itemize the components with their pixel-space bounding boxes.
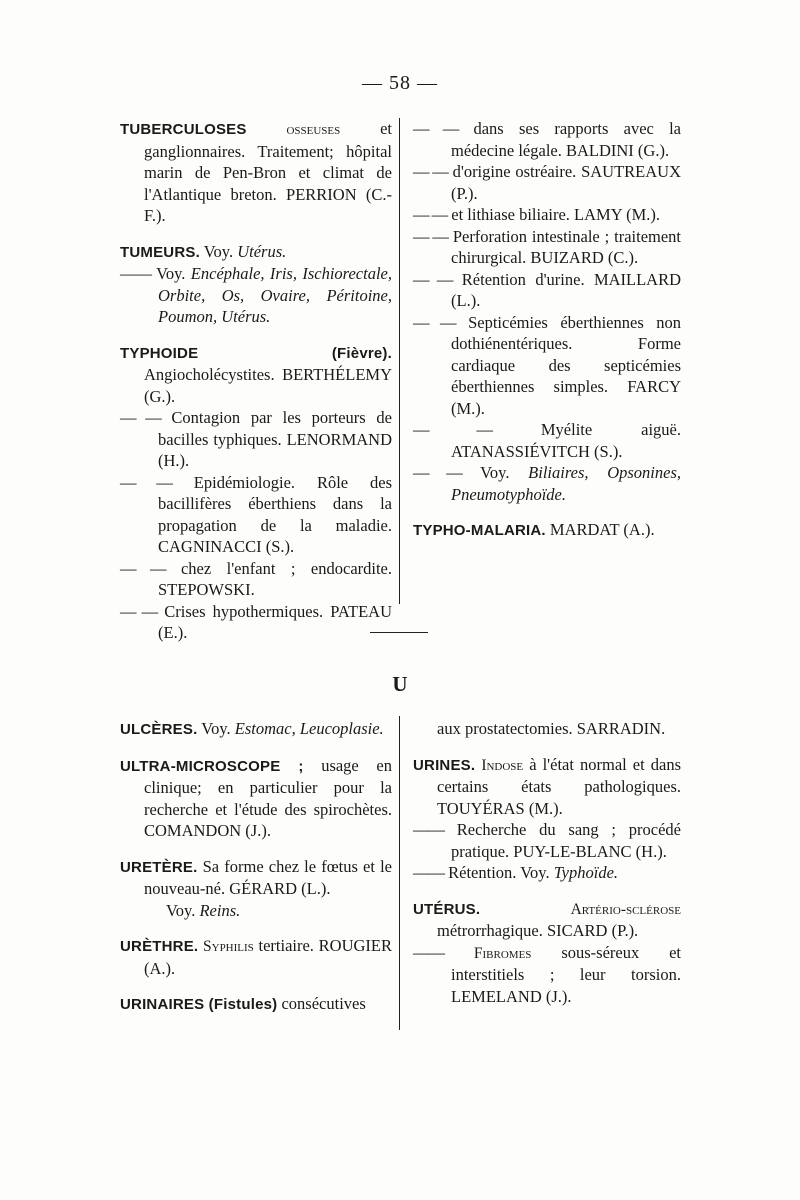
subentry bbox=[413, 819, 681, 862]
entry-text: aux prostatectomies. SARRADIN. bbox=[437, 719, 666, 738]
subentry bbox=[413, 226, 681, 269]
subentry-text: Perforation intestinale ; traitement chirurgical. BUIZARD (C.). bbox=[451, 226, 682, 267]
column-rule-top bbox=[399, 118, 400, 604]
voy-label: Voy. bbox=[201, 719, 231, 738]
subentry bbox=[120, 558, 392, 601]
subentry bbox=[413, 269, 681, 312]
see-reference: Utérus. bbox=[237, 241, 287, 261]
voy-label: Voy. bbox=[166, 900, 196, 920]
section-letter: U bbox=[392, 672, 408, 696]
headword: ULCÈRES. bbox=[120, 721, 198, 738]
section-divider bbox=[370, 632, 428, 633]
subentry-text: Septicémies éberthiennes non dothiénentériques. Forme cardiaque des septicémies éberthiennes simples. FARCY (M.). bbox=[451, 312, 682, 418]
dash-mark: — — bbox=[413, 119, 459, 138]
headword: TYPHOIDE (Fièvre). bbox=[120, 344, 392, 362]
subentry-text: et lithiase biliaire. LAMY (M.). bbox=[451, 205, 661, 224]
subentry-text: chez l'enfant ; endocardite. STEPOWSKI. bbox=[158, 558, 393, 599]
bottom-left-column bbox=[120, 718, 392, 1016]
subentry-text: sous-séreux et interstitiels ; leur torsion. LEMELAND (J.). bbox=[451, 942, 682, 1006]
entry-tumeurs-sub bbox=[120, 263, 392, 328]
qualifier: osseuses bbox=[286, 121, 341, 138]
qualifier: Fibromes bbox=[473, 944, 532, 962]
subentry-text: Rétention d'urine. MAILLARD (L.). bbox=[451, 269, 682, 310]
entry-uretere bbox=[120, 856, 392, 900]
entry-urines bbox=[413, 754, 681, 820]
dash-mark: —— bbox=[413, 942, 444, 962]
voy-label: Voy. bbox=[156, 264, 186, 283]
dash-mark: — — bbox=[413, 312, 456, 332]
headword: UTÉRUS. bbox=[413, 900, 481, 918]
subentry bbox=[120, 601, 392, 644]
dash-mark: —— bbox=[120, 264, 151, 283]
subentry bbox=[120, 407, 392, 472]
entry-text: usage en clinique; en particulier pour la recherche et l'étude des spirochètes. COMANDON (J.). bbox=[144, 755, 392, 840]
subentry-text: Myélite aiguë. ATANASSIÉVITCH (S.). bbox=[451, 420, 681, 461]
entry-urethre bbox=[120, 935, 392, 979]
subentry bbox=[413, 161, 681, 204]
dash-mark: — — bbox=[120, 472, 172, 492]
page-number: — 58 — bbox=[362, 72, 438, 94]
entry-text: à l'état normal et dans certains états pathologiques. TOUYÉRAS (M.). bbox=[437, 754, 682, 818]
dash-mark: —— bbox=[413, 820, 444, 839]
headword: TYPHO-MALARIA. bbox=[413, 522, 546, 539]
entry-ulceres bbox=[120, 718, 392, 741]
see-reference: Reins. bbox=[199, 900, 241, 920]
bottom-right-column bbox=[413, 718, 681, 1007]
dash-mark: —— bbox=[413, 863, 444, 882]
headword: URÈTHRE. bbox=[120, 938, 199, 955]
qualifier: Indose bbox=[481, 756, 524, 774]
headword: ULTRA-MICROSCOPE ; bbox=[120, 757, 304, 775]
subentry-voy bbox=[413, 862, 681, 884]
subentry-text: Epidémiologie. Rôle des bacillifères éberthiens dans la propagation de la maladie. CAGNINACCI (S.). bbox=[158, 472, 392, 556]
headword: URINES. bbox=[413, 756, 476, 774]
voy-label: Voy. bbox=[203, 241, 234, 261]
entry-text: Sa forme chez le fœtus et le nouveau-né. GÉRARD (L.). bbox=[144, 856, 392, 898]
entry-text: tertiaire. ROUGIER (A.). bbox=[144, 936, 392, 978]
entry-text: Angiocholécystites. BERTHÉLEMY (G.). bbox=[144, 365, 392, 406]
entry-uterus bbox=[413, 898, 681, 942]
subentry-text: dans ses rapports avec la médecine légale. BALDINI (G.). bbox=[451, 119, 682, 160]
dash-mark: — — bbox=[413, 162, 448, 181]
entry-ultra-microscope bbox=[120, 755, 392, 842]
dash-mark: — — bbox=[120, 601, 158, 621]
headword: URETÈRE. bbox=[120, 858, 198, 876]
headword: URINAIRES (Fistules) bbox=[120, 996, 278, 1013]
subentry-voy bbox=[413, 462, 681, 505]
entry-urinaires bbox=[120, 993, 392, 1016]
subentry bbox=[413, 312, 681, 420]
subentry-text: Recherche du sang ; procédé pratique. PUY-LE-BLANC (H.). bbox=[451, 820, 681, 861]
subentry bbox=[413, 942, 681, 1008]
column-rule-bottom bbox=[399, 716, 400, 1030]
dash-mark: — — bbox=[413, 205, 448, 224]
entry-tumeurs bbox=[120, 241, 392, 264]
dash-mark: — — bbox=[120, 558, 166, 578]
subentry bbox=[413, 204, 681, 226]
entry-uretere-voy bbox=[120, 900, 392, 922]
qualifier: Syphilis bbox=[203, 938, 254, 955]
qualifier: Artério-sclérose bbox=[570, 900, 681, 918]
headword: TUMEURS. bbox=[120, 243, 200, 261]
dash-mark: — — bbox=[413, 463, 462, 482]
entry-tuberculoses bbox=[120, 118, 392, 227]
top-right-column bbox=[413, 118, 681, 556]
subentry-text: Contagion par les porteurs de bacilles typhiques. LENORMAND (H.). bbox=[158, 408, 392, 470]
voy-label: Voy. bbox=[480, 463, 510, 482]
see-reference: Estomac, Leucoplasie. bbox=[234, 719, 384, 738]
dash-mark: — — bbox=[413, 269, 453, 289]
dash-mark: — — bbox=[120, 408, 161, 427]
entry-text: MARDAT (A.). bbox=[549, 520, 655, 539]
headword: TUBERCULOSES bbox=[120, 121, 247, 138]
voy-label: Voy. bbox=[520, 863, 550, 882]
entry-text: consécutives bbox=[281, 994, 366, 1013]
subentry bbox=[413, 419, 681, 462]
entry-text: métrorrhagique. SICARD (P.). bbox=[437, 921, 639, 940]
subentry-text: d'origine ostréaire. SAUTREAUX (P.). bbox=[451, 162, 681, 203]
entry-typho-malaria bbox=[413, 519, 681, 542]
see-reference: Typhoïde. bbox=[553, 863, 619, 882]
dash-mark: — — bbox=[413, 420, 492, 439]
entry-urinaires-continued bbox=[413, 718, 681, 740]
subentry-text: Crises hypothermiques. PATEAU (E.). bbox=[158, 601, 392, 642]
subentry bbox=[120, 472, 392, 558]
entry-text: et ganglionnaires. Traitement; hôpital marin de Pen-Bron et climat de l'Atlantique breton. PERRION (C.-F.). bbox=[144, 119, 393, 225]
entry-typhoide bbox=[120, 342, 392, 408]
top-left-column bbox=[120, 118, 392, 644]
see-reference: Encéphale, Iris, Ischiorectale, Orbite, Os, Ovaire, Péritoine, Poumon, Utérus. bbox=[158, 264, 392, 326]
subentry-text: Rétention. bbox=[448, 863, 517, 882]
subentry bbox=[413, 118, 681, 161]
see-reference: Biliaires, Opsonines, Pneumotyphoïde. bbox=[451, 463, 681, 504]
dash-mark: — — bbox=[413, 226, 448, 246]
